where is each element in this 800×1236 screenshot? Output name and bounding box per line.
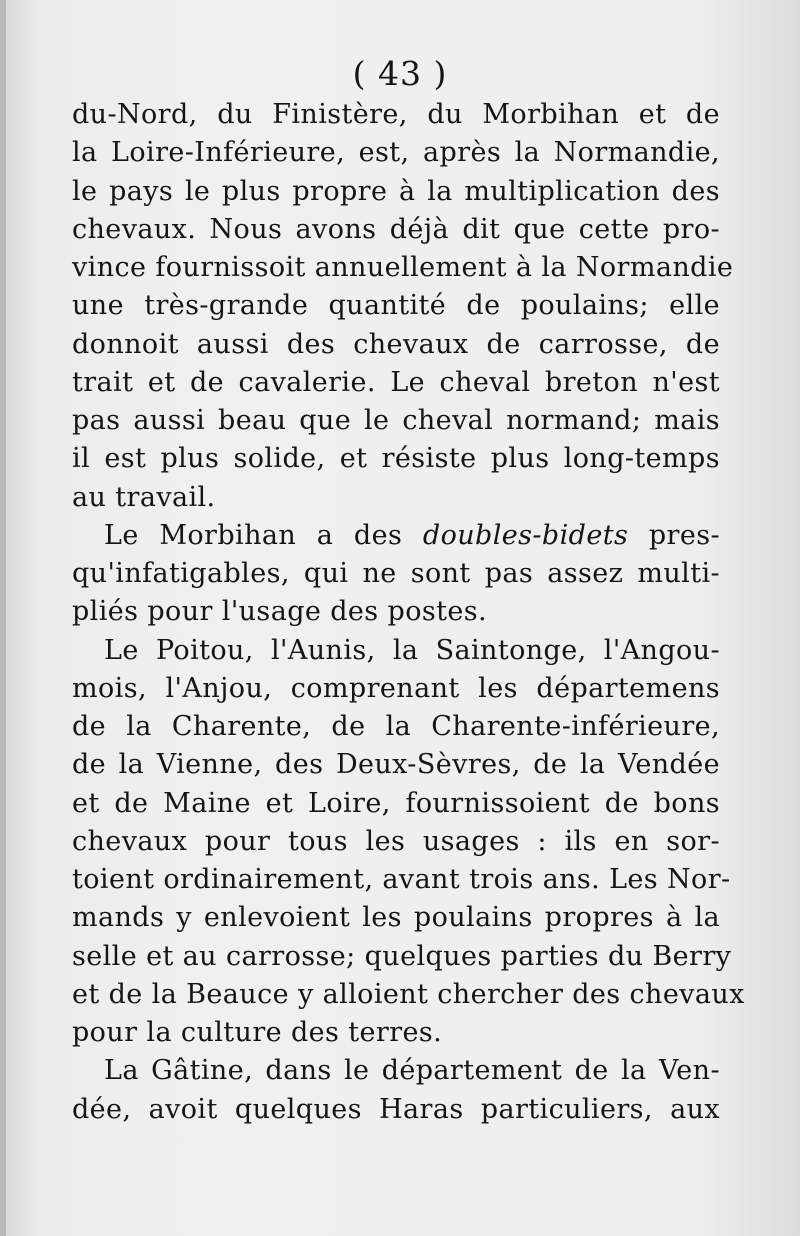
text-line [72,517,720,555]
text-line: au travail. [72,481,216,513]
page-number: ( 43 ) [352,54,448,93]
text-line: une très-grande quantité de poulains; elle [72,290,720,322]
text-line: pas aussi beau que le cheval normand; mais [72,405,720,436]
body-text [72,96,745,1129]
text-line: il est plus solide, et résiste plus long-temps [72,443,720,475]
text-line: toient ordinairement, avant trois ans. Les Nor- [72,864,731,895]
text-line: chevaux pour tous les usages : ils en sor- [72,825,720,857]
text-segment: Le Morbihan a des [104,519,423,551]
text-line: la Loire-Inférieure, est, après la Normandie, [72,137,720,169]
text-line: mands y enlevoient les poulains propres à la [72,902,720,934]
text-line: donnoit aussi des chevaux de carrosse, de [72,328,720,360]
text-line: trait et de cavalerie. Le cheval breton n'est [72,366,720,398]
text-line: vince fournissoit annuellement à la Normandie [72,252,734,283]
text-line: le pays le plus propre à la multiplication des [72,175,720,207]
text-line: pour la culture des terres. [72,1017,443,1048]
text-line: et de Maine et Loire, fournissoient de bons [72,787,720,819]
text-line: du-Nord, du Finistère, du Morbihan et de [72,99,720,130]
page-edge-shadow [0,0,6,1236]
text-line: dée, avoit quelques Haras particuliers, aux [72,1093,720,1125]
text-line: chevaux. Nous avons déjà dit que cette pro- [72,213,720,245]
text-line: de la Charente, de la Charente-inférieure, [72,711,720,742]
text-line: La Gâtine, dans le département de la Ven- [104,1055,720,1087]
text-line: Le Poitou, l'Aunis, la Saintonge, l'Angou- [104,634,720,666]
text-line: selle et au carrosse; quelques parties du Berry [72,940,732,972]
italic-term: doubles-bidets [422,519,629,551]
text-segment: pres- [628,519,720,551]
text-line: et de la Beauce y alloient chercher des chevaux [72,978,745,1010]
text-line: mois, l'Anjou, comprenant les départemens [72,672,720,704]
text-line: qu'infatigables, qui ne sont pas assez multi- [72,558,720,589]
text-line: pliés pour l'usage des postes. [72,596,487,628]
text-line: de la Vienne, des Deux-Sèvres, de la Vendée [72,749,720,781]
